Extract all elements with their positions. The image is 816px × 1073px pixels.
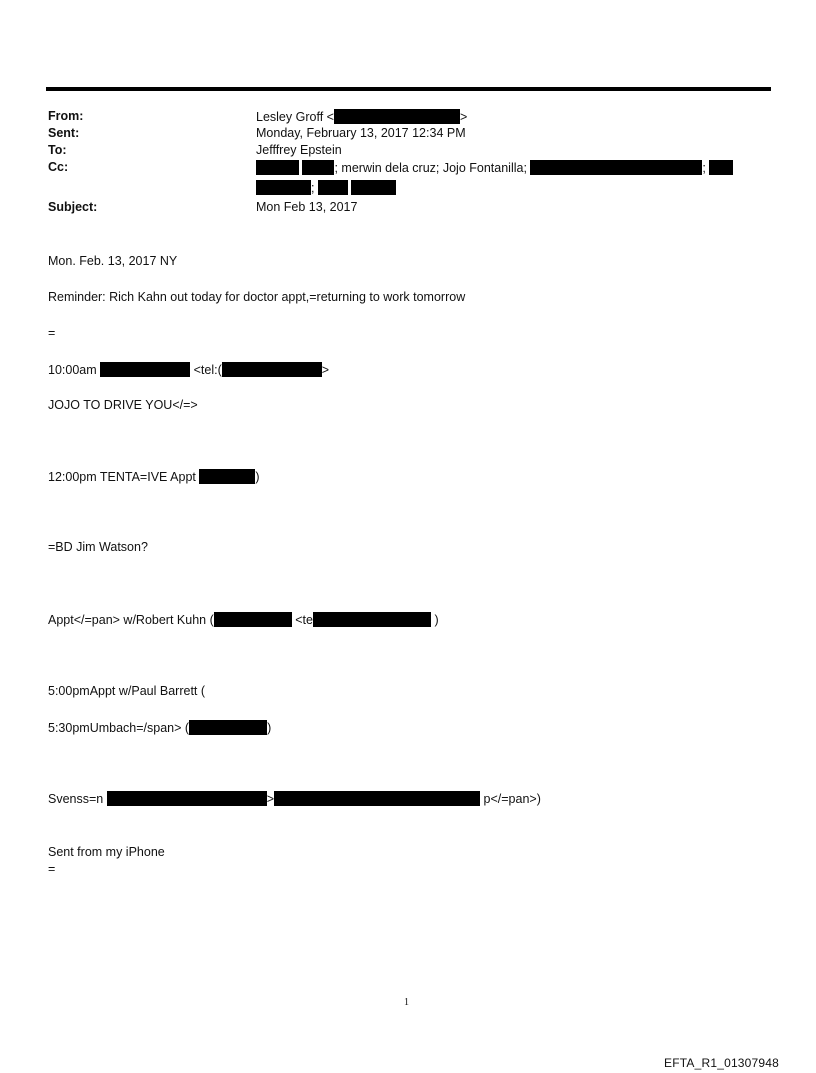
tentative-text: 12:00pm TENTA=IVE Appt — [48, 470, 196, 484]
page-number: 1 — [404, 997, 409, 1008]
sent-value: Monday, February 13, 2017 12:34 PM — [256, 126, 466, 140]
kuhn-close: ) — [434, 613, 439, 627]
date-line: Mon. Feb. 13, 2017 NY — [48, 254, 178, 268]
redaction — [302, 160, 334, 175]
umbach-text: 5:30pmUmbach=/span> ( — [48, 721, 190, 735]
redaction — [274, 791, 480, 806]
redaction — [199, 469, 255, 484]
header-rule — [46, 87, 771, 91]
redaction — [256, 180, 311, 195]
redaction — [100, 362, 190, 377]
from-label: From: — [48, 109, 84, 123]
svenss-line — [48, 791, 541, 806]
appt-time: 10:00am — [48, 363, 97, 377]
equals-line: = — [48, 862, 56, 876]
umbach-appt — [48, 720, 271, 735]
redaction — [214, 612, 292, 627]
barrett-appt: 5:00pmAppt w/Paul Barrett ( — [48, 684, 206, 698]
from-value — [256, 109, 467, 124]
redaction — [313, 612, 431, 627]
subject-value: Mon Feb 13, 2017 — [256, 200, 358, 214]
redaction — [334, 109, 460, 124]
tentative-close: ) — [255, 470, 260, 484]
kuhn-appt — [48, 612, 439, 627]
kuhn-text: Appt</=pan> w/Robert Kuhn ( — [48, 613, 214, 627]
redaction — [530, 160, 702, 175]
redaction — [351, 180, 396, 195]
umbach-close: ) — [267, 721, 272, 735]
cc-sep: ; — [702, 161, 706, 175]
appointment-10am — [48, 362, 329, 377]
tentative-appt — [48, 469, 260, 484]
sent-label: Sent: — [48, 126, 80, 140]
jojo-line: JOJO TO DRIVE YOU</=> — [48, 398, 198, 412]
redaction — [189, 720, 267, 735]
appt-tel: <tel:( — [193, 363, 222, 377]
svenss-text: Svenss=n — [48, 792, 104, 806]
cc-value-line2 — [256, 180, 396, 195]
from-name: Lesley Groff < — [256, 110, 334, 124]
redaction — [222, 362, 322, 377]
kuhn-tel: <te — [295, 613, 313, 627]
to-label: To: — [48, 143, 67, 157]
redaction — [709, 160, 733, 175]
cc-value-line1 — [256, 160, 733, 175]
cc-sep: ; — [311, 181, 315, 195]
svenss-gt: > — [266, 792, 275, 806]
cc-label: Cc: — [48, 160, 69, 174]
document-id: EFTA_R1_01307948 — [664, 1056, 780, 1070]
redaction — [256, 160, 299, 175]
sent-from-line: Sent from my iPhone — [48, 845, 165, 859]
svenss-end: p</=pan>) — [483, 792, 541, 806]
redaction — [318, 180, 348, 195]
subject-label: Subject: — [48, 200, 98, 214]
equals-line: = — [48, 326, 56, 340]
appt-close: > — [321, 363, 330, 377]
from-close: > — [459, 110, 468, 124]
reminder-line: Reminder: Rich Kahn out today for doctor appt,=returning to work tomorrow — [48, 290, 466, 304]
to-value: Jefffrey Epstein — [256, 143, 342, 157]
redaction — [107, 791, 267, 806]
bd-line: =BD Jim Watson? — [48, 540, 148, 554]
cc-text: ; merwin dela cruz; Jojo Fontanilla; — [334, 161, 527, 175]
